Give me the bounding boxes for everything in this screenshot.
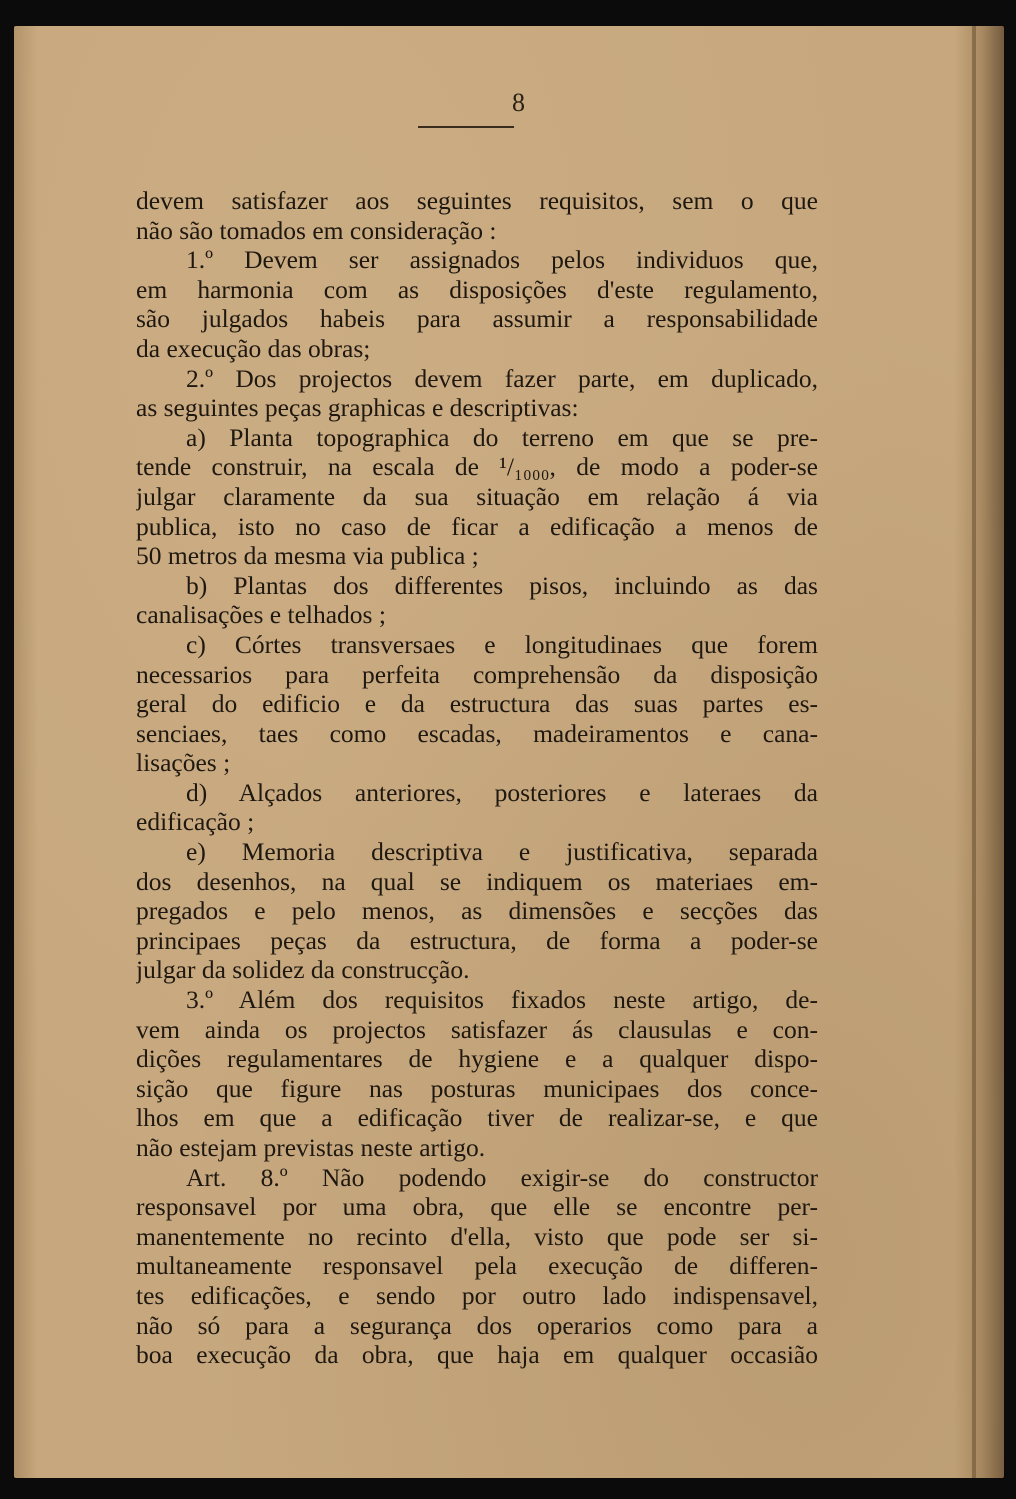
text-line: c) Córtes transversaes e longitudinaes que forem: [186, 629, 818, 659]
text-line: 50 metros da mesma via publica ;: [136, 541, 479, 571]
text-line: sição que figure nas posturas municipaes dos conce-: [136, 1073, 818, 1103]
text-line: 2.º Dos projectos devem fazer parte, em duplicado,: [186, 363, 818, 393]
text-line: responsavel por uma obra, que elle se encontre per-: [136, 1192, 818, 1222]
text-line: principaes peças da estructura, de forma a poder-se: [136, 925, 818, 955]
text-line: pregados e pelo menos, as dimensões e secções das: [136, 896, 818, 926]
text-line: dos desenhos, na qual se indiquem os materiaes em-: [136, 866, 818, 896]
text-line: não só para a segurança dos operarios como para a: [136, 1310, 818, 1340]
body-text: [136, 186, 818, 1370]
text-line: necessarios para perfeita comprehensão da disposição: [136, 659, 818, 689]
text-line: vem ainda os projectos satisfazer ás clausulas e con-: [136, 1014, 818, 1044]
text-line: da execução das obras;: [136, 333, 371, 363]
text-line: não são tomados em consideração :: [136, 215, 497, 245]
text-line: manentemente no recinto d'ella, visto que pode ser si-: [136, 1221, 818, 1251]
text-line: e) Memoria descriptiva e justificativa, separada: [186, 837, 818, 867]
text-line: lisações ;: [136, 748, 231, 778]
text-line: devem satisfazer aos seguintes requisitos, sem o que: [136, 186, 818, 215]
text-line: publica, isto no caso de ficar a edificação a menos de: [136, 511, 818, 541]
text-line: tes edificações, e sendo por outro lado indispensavel,: [136, 1280, 818, 1310]
text-line: Art. 8.º Não podendo exigir-se do constructor: [186, 1162, 818, 1192]
page-number-rule: [418, 126, 514, 128]
text-line: senciaes, taes como escadas, madeiramentos e cana-: [136, 718, 818, 748]
text-line: lhos em que a edificação tiver de realizar-se, e que: [136, 1103, 818, 1133]
document-page: [14, 26, 1004, 1478]
text-line: as seguintes peças graphicas e descriptivas:: [136, 393, 579, 423]
text-line: b) Plantas dos differentes pisos, incluindo as das: [186, 570, 818, 600]
text-line: julgar da solidez da construcção.: [136, 955, 470, 985]
text-line: boa execução da obra, que haja em qualquer occasião: [136, 1340, 818, 1370]
text-line: geral do edificio e da estructura das suas partes es-: [136, 689, 818, 719]
text-line: tende construir, na escala de ¹/₁₀₀₀, de modo a poder-se: [136, 452, 818, 482]
text-line: 3.º Além dos requisitos fixados neste artigo, de-: [186, 985, 818, 1015]
text-line: não estejam previstas neste artigo.: [136, 1133, 486, 1162]
text-line: dições regulamentares de hygiene e a qualquer dispo-: [136, 1044, 818, 1074]
text-line: canalisações e telhados ;: [136, 600, 386, 630]
text-line: multaneamente responsavel pela execução de differen-: [136, 1251, 818, 1281]
text-line: em harmonia com as disposições d'este regulamento,: [136, 274, 818, 304]
text-line: 1.º Devem ser assignados pelos individuos que,: [186, 245, 818, 275]
text-line: são julgados habeis para assumir a responsabilidade: [136, 304, 818, 334]
page-number: 8: [512, 88, 526, 117]
text-line: a) Planta topographica do terreno em que se pre-: [186, 422, 818, 452]
page-fold-shadow: [972, 26, 976, 1478]
text-line: julgar claramente da sua situação em relação á via: [136, 481, 818, 511]
text-line: edificação ;: [136, 807, 255, 837]
text-line: d) Alçados anteriores, posteriores e lateraes da: [186, 777, 818, 807]
